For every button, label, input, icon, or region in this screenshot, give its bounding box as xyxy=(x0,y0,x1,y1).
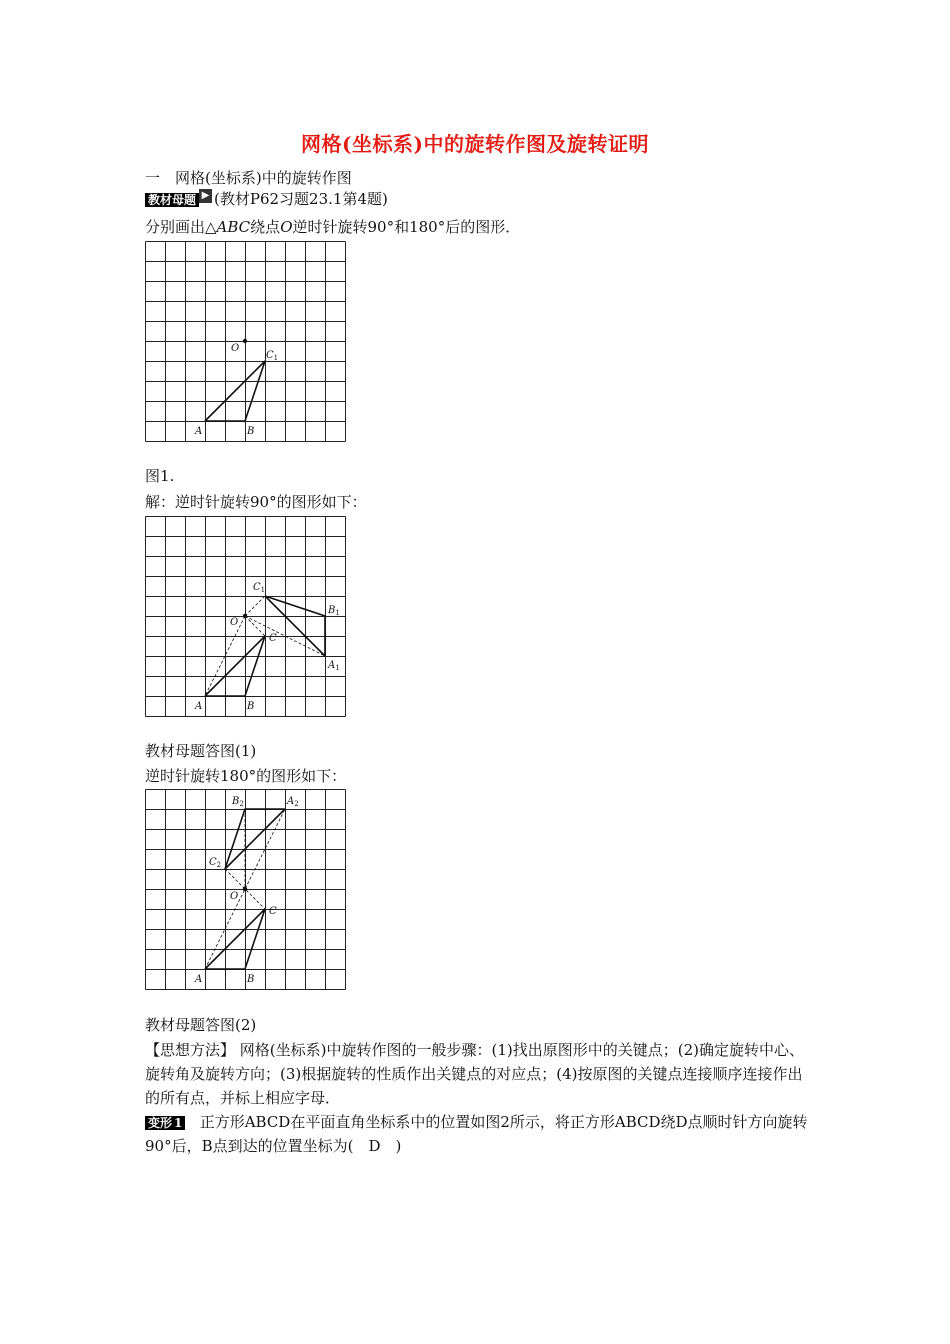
textbook-ref-line xyxy=(145,189,388,209)
figure-2-caption: 教材母题答图(1) xyxy=(145,742,257,760)
figure-3-caption: 教材母题答图(2) xyxy=(145,1016,257,1034)
triangle-abc-3 xyxy=(205,909,265,969)
figure-1-caption: 图1. xyxy=(145,467,175,485)
svg-text:B: B xyxy=(247,974,255,985)
svg-text:C: C xyxy=(269,906,277,917)
triangle-a2b2c2 xyxy=(225,809,285,869)
solution-180: 逆时针旋转180°的图形如下： xyxy=(145,767,347,785)
label-b2: $B_2$ xyxy=(232,796,244,808)
textbook-problem-badge: 教材母题 xyxy=(145,193,199,207)
figure-3 xyxy=(145,789,348,992)
svg-text:A: A xyxy=(195,701,203,712)
method-paragraph xyxy=(145,1038,810,1110)
play-arrow-icon: ▶ xyxy=(199,189,212,203)
problem-statement: 分别画出△ABC绕点O逆时针旋转90°和180°后的图形． xyxy=(145,218,521,236)
page-title: 网格(坐标系)中的旋转作图及旋转证明 xyxy=(301,132,649,156)
point-o-3 xyxy=(243,887,247,891)
variant-text: 正方形ABCD在平面直角坐标系中的位置如图2所示，将正方形ABCD绕D点顺时针方向旋转90°后，B点到达的位置坐标为( D ) xyxy=(145,1113,808,1155)
figure-2 xyxy=(145,516,348,719)
label-b1: $B_1$ xyxy=(328,605,340,617)
solution-90: 解：逆时针旋转90°的图形如下： xyxy=(145,493,367,511)
label-c1: $C_1$ xyxy=(253,582,266,594)
method-heading: 【思想方法】 xyxy=(145,1041,236,1059)
svg-text:B: B xyxy=(247,701,255,712)
svg-text:C: C xyxy=(269,633,277,644)
figure-1 xyxy=(145,241,348,444)
label-a1: $A_1$ xyxy=(328,660,340,672)
method-text: 网格(坐标系)中旋转作图的一般步骤：(1)找出原图形中的关键点；(2)确定旋转中心、旋转角及旋转方向；(3)根据旋转的性质作出关键点的对应点；(4)按原图的关键点连接顺序连接作出的所有点，并标上相应字母． xyxy=(145,1041,804,1107)
point-o-2 xyxy=(243,614,247,618)
textbook-ref: (教材P62习题23.1第4题) xyxy=(214,190,388,208)
variant-badge: 变形 1 xyxy=(145,1116,185,1130)
label-a: A xyxy=(195,426,203,437)
svg-text:A: A xyxy=(195,974,203,985)
svg-text:O: O xyxy=(230,617,239,628)
triangle-abc xyxy=(205,361,265,421)
point-o xyxy=(243,339,247,343)
section-heading: 一 网格(坐标系)中的旋转作图 xyxy=(145,169,352,187)
label-c2: $C_2$ xyxy=(209,857,222,869)
svg-text:O: O xyxy=(230,891,239,902)
label-a2: $A_2$ xyxy=(287,796,299,808)
label-b: B xyxy=(247,426,255,437)
triangle-a1b1c1 xyxy=(265,596,325,656)
variant-paragraph xyxy=(145,1110,810,1158)
label-o: O xyxy=(231,343,240,354)
triangle-abc-2 xyxy=(205,636,265,696)
label-c1-fig1: $C_1$ xyxy=(266,350,279,362)
